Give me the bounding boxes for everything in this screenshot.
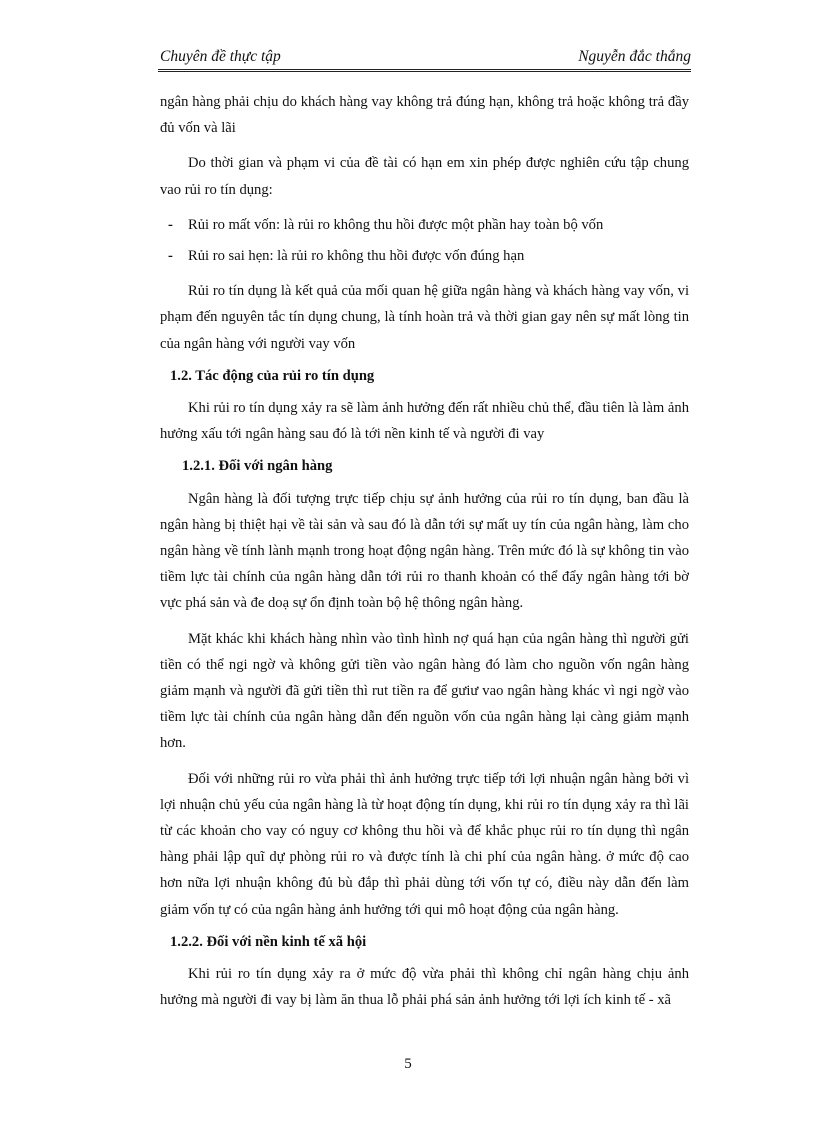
list-item-text: Rủi ro mất vốn: là rủi ro không thu hồi được một phần hay toàn bộ vốn — [188, 216, 604, 233]
header-divider — [158, 69, 691, 72]
list-item-text: Rủi ro sai hẹn: là rủi ro không thu hồi được vốn đúng hạn — [188, 248, 525, 265]
subsection-heading: 1.2.1. Đối với ngân hàng — [182, 458, 333, 475]
page-number: 5 — [404, 1056, 412, 1072]
list-item — [160, 212, 689, 238]
paragraph: Mặt khác khi khách hàng nhìn vào tình hình nợ quá hạn của ngân hàng thì người gửi tiền có thể ngi ngờ và không gửi tiền vào ngân hàng đó làm cho nguồn vốn ngân hàng giảm mạnh và người đã gửi tiền thì rut tiền ra để gưiư vao ngân hàng khác vì ngi ngờ vào tiềm lực tài chính của ngân hàng dẫn đến nguồn vốn của ngân hàng lại càng giảm mạnh hơn. — [160, 630, 689, 752]
subsection-heading: 1.2.2. Đối với nền kinh tế xã hội — [170, 933, 367, 950]
paragraph: Do thời gian và phạm vi của đề tài có hạn em xin phép được nghiên cứu tập chung vao rủi ro tín dụng: — [160, 155, 689, 198]
list-item — [160, 243, 689, 269]
header-title: Chuyên đề thực tập — [160, 48, 281, 65]
section-heading: 1.2. Tác động của rủi ro tín dụng — [170, 367, 375, 384]
paragraph: Đối với những rủi ro vừa phải thì ảnh hưởng trực tiếp tới lợi nhuận ngân hàng bởi vì lợi nhuận chủ yếu của ngân hàng là từ hoạt động tín dụng, khi rủi ro tín dụng xảy ra thì lãi từ các khoản cho vay có nguy cơ không thu hồi và để khắc phục rủi ro tín dụng thì ngân hàng phải lập quĩ dự phòng rủi ro và được tính là chi phí của ngân hàng. ở mức độ cao hơn nữa lợi nhuận không đủ bù đắp thì phải dùng tới vốn tự có, điều này dẫn đến làm giảm vốn tự có của ngân hàng ảnh hưởng tới qui mô hoạt động của ngân hàng. — [160, 770, 689, 918]
paragraph: Khi rủi ro tín dụng xảy ra ở mức độ vừa phải thì không chỉ ngân hàng chịu ảnh hưởng mà người đi vay bị làm ăn thua lỗ phải phá sản ảnh hưởng tới lợi ích kinh tế - xã — [160, 966, 689, 1009]
paragraph: Ngân hàng là đối tượng trực tiếp chịu sự ảnh hưởng của rủi ro tín dụng, ban đầu là ngân hàng bị thiệt hại về tài sản và sau đó là dẫn tới sự mất uy tín của ngân hàng, làm cho ngân hàng về tính lành mạnh trong hoạt động ngân hàng. Trên mức đó là sự không tin vào tiềm lực tài chính của ngân hàng dẫn tới rủi ro thanh khoản có thể đẩy ngân hàng tới bờ vực phá sản và đe doạ sự ổn định toàn bộ hệ thông ngân hàng. — [160, 490, 689, 612]
paragraph: Rủi ro tín dụng là kết quả của mối quan hệ giữa ngân hàng và khách hàng vay vốn, vi phạm đến nguyên tắc tín dụng chung, là tính hoàn trả và thời gian gay nên sự mất lòng tin của ngân hàng với người vay vốn — [160, 283, 689, 352]
header-author: Nguyễn đắc thắng — [578, 48, 691, 65]
paragraph: Khi rủi ro tín dụng xảy ra sẽ làm ảnh hưởng đến rất nhiều chủ thể, đầu tiên là làm ảnh hưởng xấu tới ngân hàng sau đó là tới nền kinh tế và người đi vay — [160, 400, 689, 443]
bullet-marker: - — [168, 216, 173, 233]
bullet-marker: - — [168, 248, 173, 265]
document-body — [160, 89, 689, 1023]
paragraph: ngân hàng phải chịu do khách hàng vay không trả đúng hạn, không trả hoặc không trả đầy đủ vốn và lãi — [160, 94, 689, 137]
page-header — [158, 46, 691, 70]
